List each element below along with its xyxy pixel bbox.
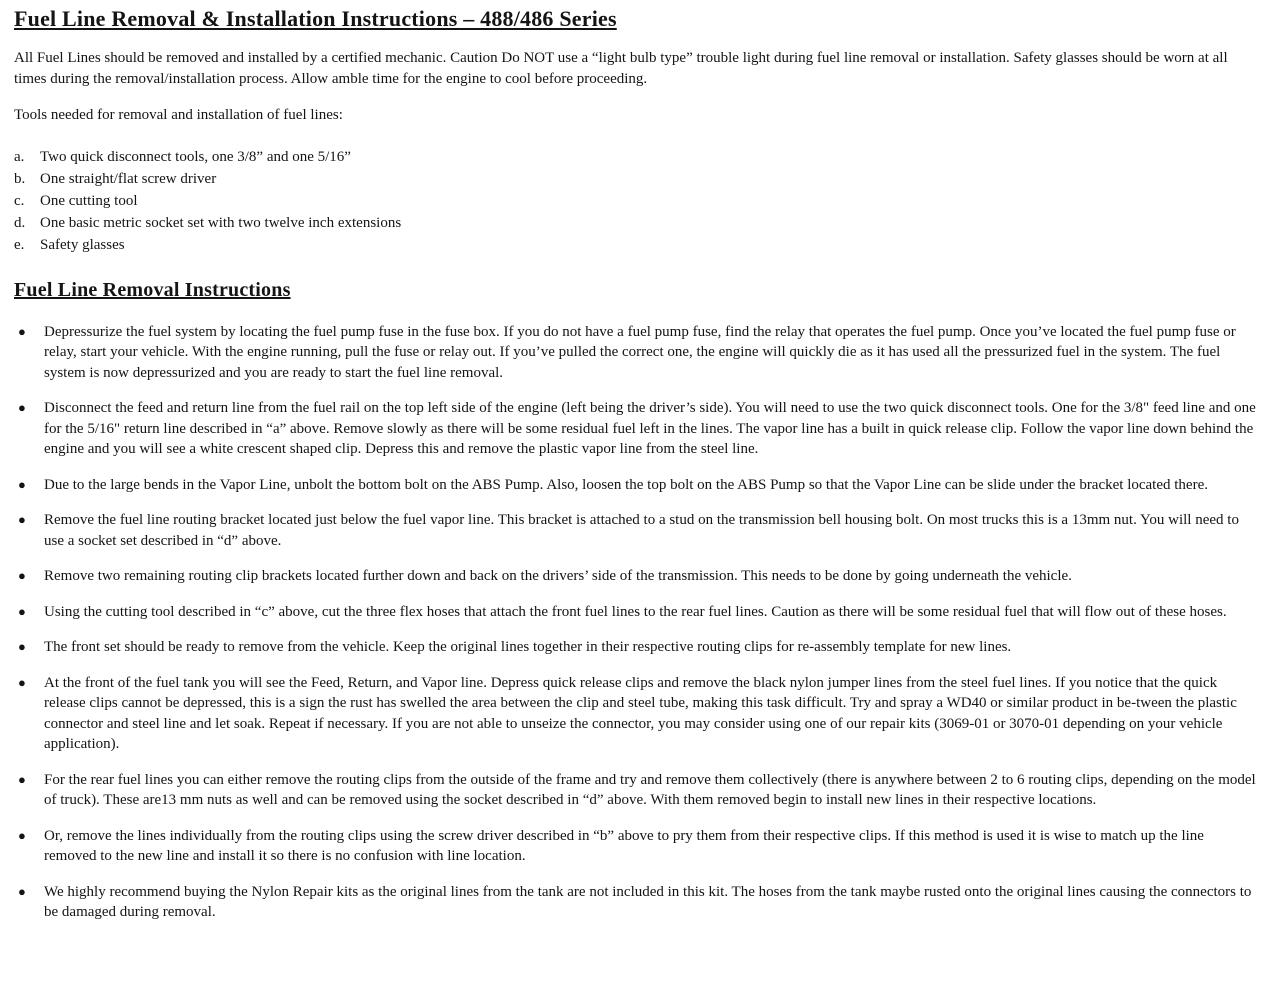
step-text: Remove the fuel line routing bracket located just below the fuel vapor line. This bracket is attached to a stud on the transmission bell housing bolt. On most trucks this is a 13mm nut. You will need to use a socket set described in “d” above. <box>44 512 1239 549</box>
tool-list-item <box>14 190 1266 212</box>
instruction-steps <box>14 322 1266 923</box>
tool-text: One straight/flat screw driver <box>40 170 217 187</box>
step-text: Due to the large bends in the Vapor Line, unbolt the bottom bolt on the ABS Pump. Also, loosen the top bolt on the ABS Pump so that the Vapor Line can be slide under the bracket located there. <box>44 476 1208 493</box>
bullet-icon: ● <box>18 603 26 619</box>
tool-list-item <box>14 168 1266 190</box>
instruction-step <box>14 673 1266 755</box>
bullet-icon: ● <box>18 323 26 339</box>
tool-list-item <box>14 146 1266 168</box>
bullet-icon: ● <box>18 568 26 583</box>
bullet-icon: ● <box>18 476 26 492</box>
tool-list-item <box>14 234 1266 256</box>
bullet-icon: ● <box>18 827 26 843</box>
instruction-step <box>14 475 1266 496</box>
document-title: Fuel Line Removal & Installation Instructions – 488/486 Series <box>14 6 617 31</box>
instruction-step <box>14 398 1266 460</box>
instruction-step <box>14 882 1266 923</box>
section-heading: Fuel Line Removal Instructions <box>14 278 291 301</box>
instruction-step <box>14 770 1266 811</box>
instruction-step <box>14 602 1266 623</box>
instruction-step <box>14 510 1266 551</box>
tools-intro: Tools needed for removal and installation of fuel lines: <box>14 107 343 123</box>
instruction-step <box>14 826 1266 867</box>
tool-list-item <box>14 212 1266 234</box>
list-letter: c. <box>14 192 25 209</box>
step-text: Or, remove the lines individually from the routing clips using the screw driver described in “b” above to pry them from their respective clips. If this method is used it is wise to match up the line removed to the new line and install it so there is no confusion with line location. <box>44 827 1204 864</box>
tools-list <box>14 146 1266 256</box>
tool-text: One basic metric socket set with two twelve inch extensions <box>40 214 402 231</box>
tool-text: One cutting tool <box>40 192 138 209</box>
instruction-step <box>14 566 1266 587</box>
list-letter: a. <box>14 148 25 165</box>
step-text: At the front of the fuel tank you will see the Feed, Return, and Vapor line. Depress quick release clips and remove the black nylon jumper lines from the steel fuel lines. If you notice that the quick release clips cannot be depressed, this is a sign the rust has swelled the area between the clip and steel tube, making this task difficult. Try and spray a WD40 or similar product in be-tween the plastic connector and steel line and let soak. Repeat if necessary. If you are not able to unseize the connector, you may consider using one of our repair kits (3069-01 or 3070-01 depending on your vehicle application). <box>44 674 1237 752</box>
bullet-icon: ● <box>18 771 26 787</box>
step-text: We highly recommend buying the Nylon Repair kits as the original lines from the tank are not included in this kit. The hoses from the tank maybe rusted onto the original lines causing the connectors to be damaged during removal. <box>44 883 1252 920</box>
step-text: The front set should be ready to remove from the vehicle. Keep the original lines together in their respective routing clips for re-assembly template for new lines. <box>44 639 1012 655</box>
bullet-icon: ● <box>18 674 26 690</box>
tool-text: Safety glasses <box>40 236 125 253</box>
bullet-icon: ● <box>18 512 26 527</box>
list-letter: e. <box>14 236 25 253</box>
instruction-step <box>14 322 1266 384</box>
step-text: Disconnect the feed and return line from the fuel rail on the top left side of the engine (left being the driver’s side). You will need to use the two quick disconnect tools. One for the 3/8" feed line and one for the 5/16" return line described in “a” above. Remove slowly as there will be some residual fuel left in the lines. The vapor line has a built in quick release clip. Follow the vapor line down behind the engine and you will see a white crescent shaped clip. Depress this and remove the plastic vapor line from the steel line. <box>44 400 1256 457</box>
step-text: Using the cutting tool described in “c” above, cut the three flex hoses that attach the front fuel lines to the rear fuel lines. Caution as there will be some residual fuel that will flow out of these hoses. <box>44 603 1227 620</box>
bullet-icon: ● <box>18 400 26 415</box>
intro-paragraph: All Fuel Lines should be removed and installed by a certified mechanic. Caution Do NOT use a “light bulb type” trouble light during fuel line removal or installation. Safety glasses should be worn at all times during the removal/installation process. Allow amble time for the engine to cool before proceeding. <box>14 50 1228 87</box>
bullet-icon: ● <box>18 639 26 654</box>
bullet-icon: ● <box>18 883 26 899</box>
step-text: For the rear fuel lines you can either remove the routing clips from the outside of the frame and try and remove them collectively (there is anywhere between 2 to 6 routing clips, depending on the model of truck). These are13 mm nuts as well and can be removed using the socket described in “d” above. With them removed begin to install new lines in their respective locations. <box>44 771 1256 808</box>
step-text: Depressurize the fuel system by locating the fuel pump fuse in the fuse box. If you do not have a fuel pump fuse, find the relay that operates the fuel pump. Once you’ve located the fuel pump fuse or relay, start your vehicle. With the engine running, pull the fuse or relay out. If you’ve pulled the correct one, the engine will quickly die as it has used all the pressurized fuel in the system. The fuel system is now depressurized and you are ready to start the fuel line removal. <box>44 323 1236 381</box>
list-letter: d. <box>14 214 26 231</box>
tool-text: Two quick disconnect tools, one 3/8” and one 5/16” <box>40 148 351 165</box>
step-text: Remove two remaining routing clip brackets located further down and back on the drivers’ side of the transmission. This needs to be done by going underneath the vehicle. <box>44 568 1072 584</box>
list-letter: b. <box>14 170 26 187</box>
instruction-step <box>14 637 1266 658</box>
